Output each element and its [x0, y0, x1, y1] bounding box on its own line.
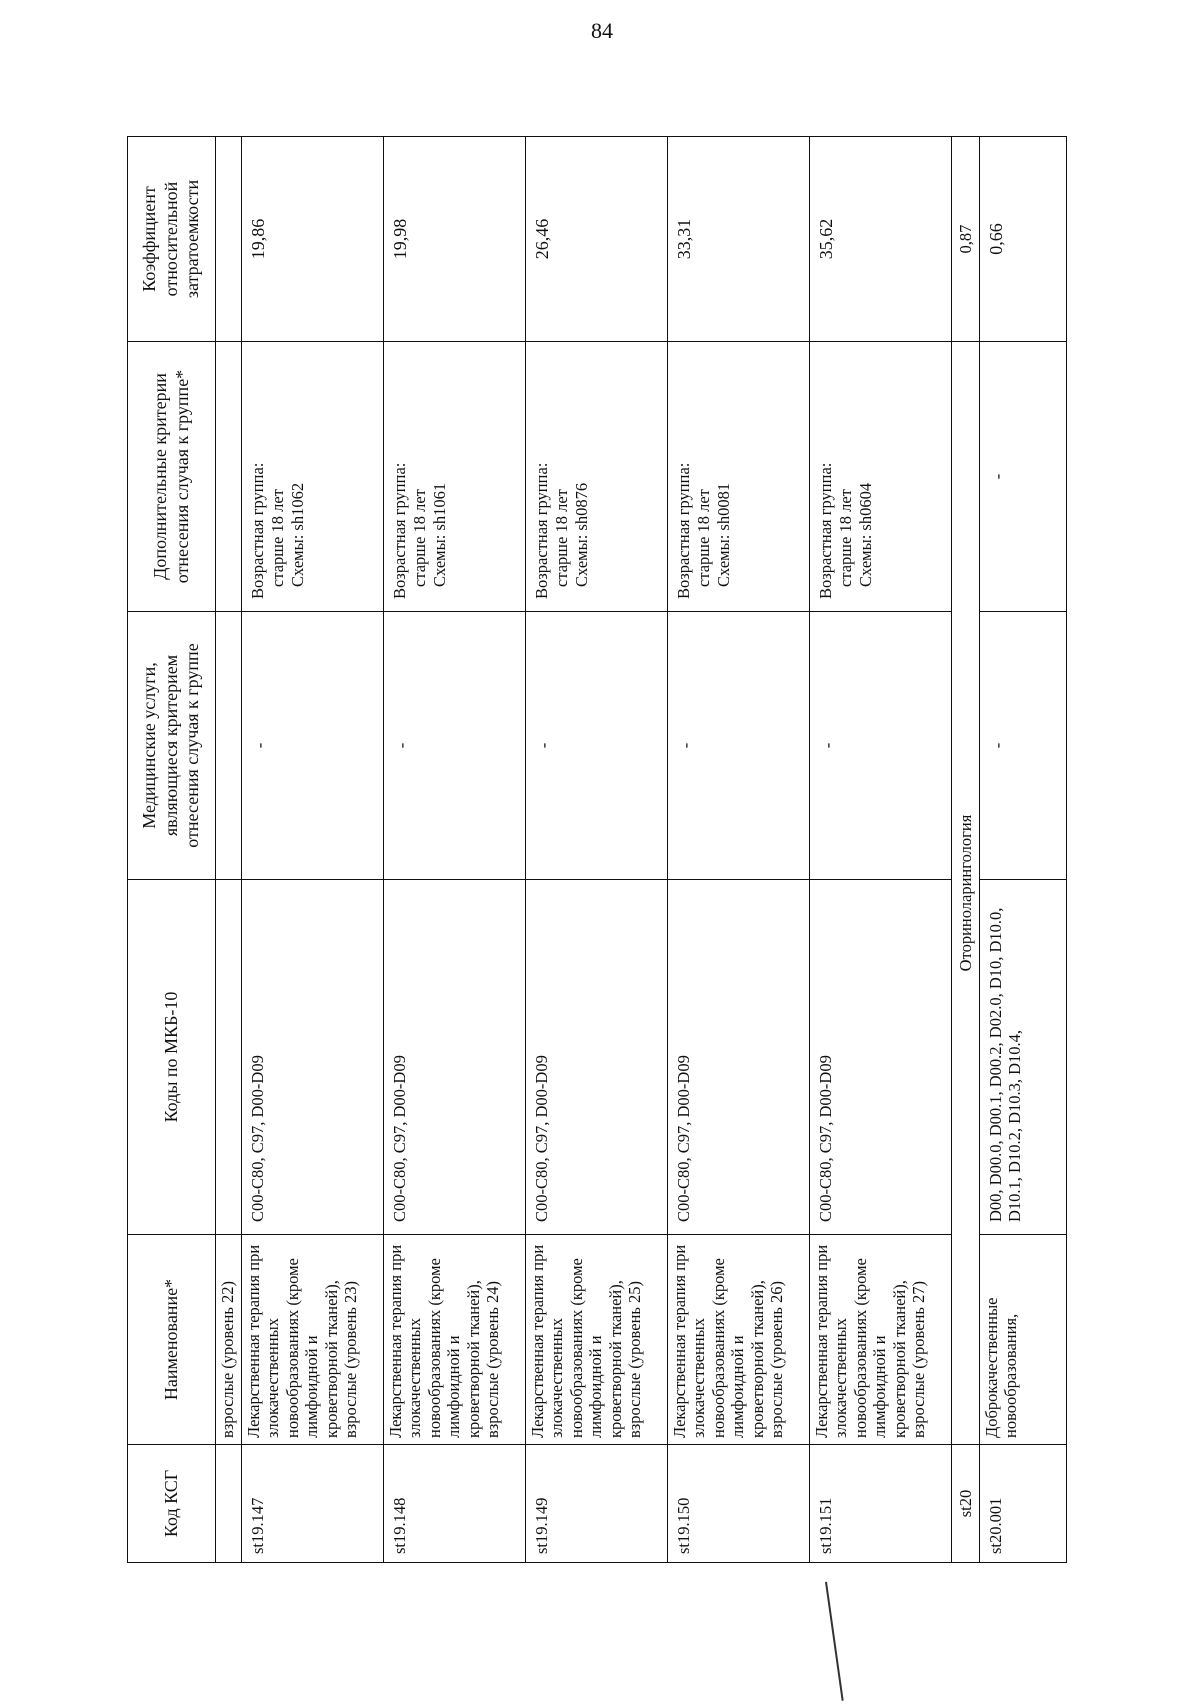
mkb-codes: C00-C80, C97, D00-D09 — [668, 880, 810, 1235]
mkb-codes: C00-C80, C97, D00-D09 — [810, 880, 952, 1235]
criteria-value: Возрастная группа: старше 18 лет Схемы: sh0876 — [526, 342, 668, 612]
header-coefficient: Коэффициент относительной затратоемкости — [128, 137, 216, 342]
ksg-name: Лекарственная терапия при злокачественных новообразованиях (кроме лимфоидной и кроветворной тканей), взрослые (уровень 26) — [668, 1235, 810, 1445]
continuation-row — [216, 137, 242, 1563]
ksg-name: Лекарственная терапия при злокачественных новообразованиях (кроме лимфоидной и кроветворной тканей), взрослые (уровень 23) — [242, 1235, 384, 1445]
mkb-codes: D00, D00.0, D00.1, D00.2, D02.0, D10, D10.0, D10.1, D10.2, D10.3, D10.4, — [980, 880, 1067, 1235]
mkb-codes: C00-C80, C97, D00-D09 — [384, 880, 526, 1235]
section-code: st20 — [952, 1445, 980, 1563]
header-row — [128, 137, 216, 1563]
criteria-value: Возрастная группа: старше 18 лет Схемы: sh1061 — [384, 342, 526, 612]
section-title: Оториноларингология — [952, 342, 980, 1445]
ksg-code: st19.149 — [526, 1445, 668, 1563]
ksg-code: st19.151 — [810, 1445, 952, 1563]
rotated-table-container — [127, 137, 1067, 1563]
services-value: - — [242, 612, 384, 880]
table-row — [384, 137, 526, 1563]
ksg-table — [127, 136, 1067, 1563]
coefficient-value: 0,66 — [980, 137, 1067, 342]
coefficient-value: 19,86 — [242, 137, 384, 342]
table-row — [242, 137, 384, 1563]
table-row — [810, 137, 952, 1563]
scan-artifact-line — [825, 1582, 844, 1701]
ksg-code: st19.148 — [384, 1445, 526, 1563]
services-value: - — [384, 612, 526, 880]
continuation-name-cell: взрослые (уровень 22) — [216, 1235, 242, 1445]
table-row — [980, 137, 1067, 1563]
header-ksg-code: Код КСГ — [128, 1445, 216, 1563]
criteria-value: Возрастная группа: старше 18 лет Схемы: sh0604 — [810, 342, 952, 612]
ksg-code: st19.147 — [242, 1445, 384, 1563]
header-name: Наименование* — [128, 1235, 216, 1445]
ksg-name: Лекарственная терапия при злокачественных новообразованиях (кроме лимфоидной и кроветворной тканей), взрослые (уровень 27) — [810, 1235, 952, 1445]
ksg-name: Доброкачественные новообразования, — [980, 1235, 1067, 1445]
ksg-name: Лекарственная терапия при злокачественных новообразованиях (кроме лимфоидной и кроветворной тканей), взрослые (уровень 25) — [526, 1235, 668, 1445]
continuation-code-cell — [216, 1445, 242, 1563]
coefficient-value: 26,46 — [526, 137, 668, 342]
table-row — [668, 137, 810, 1563]
ksg-name: Лекарственная терапия при злокачественных новообразованиях (кроме лимфоидной и кроветворной тканей), взрослые (уровень 24) — [384, 1235, 526, 1445]
table-row — [526, 137, 668, 1563]
header-services: Медицинские услуги, являющиеся критерием отнесения случая к группе — [128, 612, 216, 880]
header-mkb-codes: Коды по МКБ-10 — [128, 880, 216, 1235]
criteria-value: Возрастная группа: старше 18 лет Схемы: sh1062 — [242, 342, 384, 612]
services-value: - — [668, 612, 810, 880]
services-value: - — [980, 612, 1067, 880]
coefficient-value: 33,31 — [668, 137, 810, 342]
criteria-value: Возрастная группа: старше 18 лет Схемы: sh0081 — [668, 342, 810, 612]
services-value: - — [526, 612, 668, 880]
ksg-code: st19.150 — [668, 1445, 810, 1563]
page-number: 84 — [591, 18, 613, 43]
services-value: - — [810, 612, 952, 880]
criteria-value: - — [980, 342, 1067, 612]
header-criteria: Дополнительные критерии отнесения случая к группе* — [128, 342, 216, 612]
coefficient-value: 19,98 — [384, 137, 526, 342]
section-row — [952, 137, 980, 1563]
mkb-codes: C00-C80, C97, D00-D09 — [526, 880, 668, 1235]
mkb-codes: C00-C80, C97, D00-D09 — [242, 880, 384, 1235]
coefficient-value: 35,62 — [810, 137, 952, 342]
ksg-code: st20.001 — [980, 1445, 1067, 1563]
section-coefficient: 0,87 — [952, 137, 980, 342]
